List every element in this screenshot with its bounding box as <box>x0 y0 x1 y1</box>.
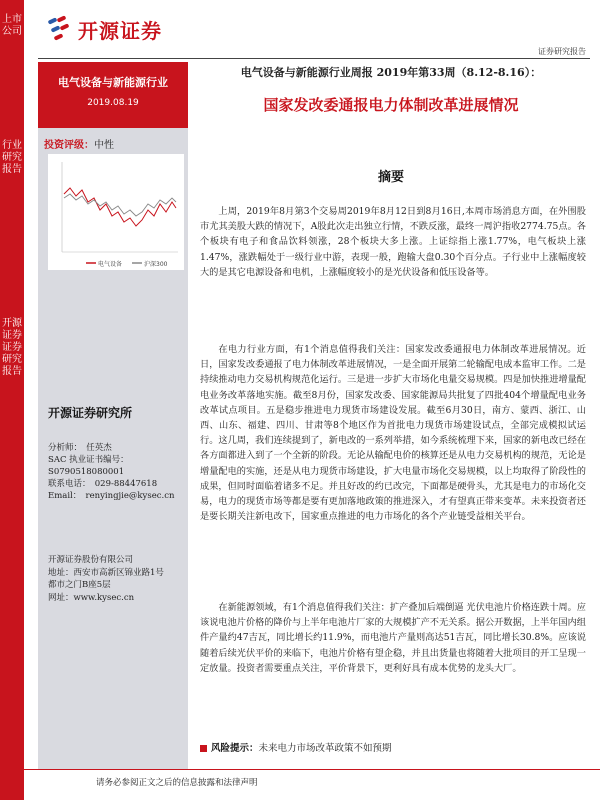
side-label-middle: 行业研究报告 <box>2 140 22 175</box>
report-type: 证券研究报告 <box>538 47 586 56</box>
abstract-paragraph-1 <box>200 204 586 280</box>
analyst-line: S0790518080001 <box>48 467 125 477</box>
side-strip <box>0 0 24 800</box>
company-line: 开源证券股份有限公司 <box>48 555 134 565</box>
sector-name: 电气设备与新能源行业 <box>58 76 168 89</box>
company-line: 地址：西安市高新区锦业路1号 <box>48 567 164 578</box>
abstract-paragraph-2 <box>200 342 586 524</box>
analyst-info <box>48 442 188 502</box>
analyst-line: 分析师： 任英杰 <box>48 443 112 453</box>
paragraph-text: 在新能源领域，有1个消息值得我们关注：扩产叠加后端倒逼 光伏电池片价格连跌十周。应该说电池片价格的降价与上半年电池片厂家的大规模扩产不无关系。据公开数据，上半年国内组件产量约47吉瓦，同比增长约11.9%，而电池片产量则高达51吉瓦，同比增长30.8%。应该说随着后续光伏平价的来临下，电池片价格有望企稳，并且出货量也将随着大批项目的开工呈现一定放量。投资者需要重点关注，平价背景下，更利好具有成本优势的龙头大厂。 <box>200 602 586 674</box>
legend-label-electrical: 电气设备 <box>98 261 123 268</box>
paragraph-text: 在电力行业方面，有1个消息值得我们关注：国家发改委通报电力体制改革进展情况。近日，国家发改委通报了电力体制改革进展情况，一是全面开展第二轮输配电成本监审工作。二是持续推动电力交易机构规范化运行。三是进一步扩大市场化电量交易规模。四是加快推进增量配电业务改革落地实施。截至8月份，国家发改委、国家能源局共批复了四批404个增量配电业务改革试点项目。五是稳步推进电力现货市场建设发展。截至6月30日，南方、蒙西、浙江、山西、山东、福建、四川、甘肃等8个地区作为首批电力现货市场建设试点，全部完成模拟试运行。这几周，我们连续提到了，新电改的一系列举措，如今系统梳理下来，国家的新电改已经在各方面都进入到了一个全新的阶段。无论从输配电价的核算还是从电力交易机构的规范，无论是增量配电的实施，还是从电力现货市场建设，扩大电量市场化交易规模，以上均取得了阶段性的成果，但同时面临着诸多不足。并且好改的约已改完，下面都是硬骨头，尤其是电力的市场化交易，电力的现货市场等都是要有更加落地政策的推进深入，才有望真正带来变革。未来投资者还是要长期关注新电改下，国家重点推进的电力市场化的各个产业链受益相关平台。 <box>200 344 586 523</box>
rating-label: 投资评级： <box>44 140 94 151</box>
paragraph-text: 上周，2019年8月第3个交易周2019年8月12日到8月16日,本周市场消息方面，在外围股市尤其美股大跌的情况下，A股此次走出独立行情，不跌反涨，最终一周沪指收2774.75点。各个板块有电子和食品饮料领涨，28个板块大多上涨。上证综指上涨1.77%，电气板块上涨1.47%，涨跌幅处于一级行业中游，表现一般，跑输大盘0.30个百分点。子行业中上涨幅度较大的是其它电源设备和电机，上涨幅度较小的是光伏设备和低压设备等。 <box>200 206 586 278</box>
bullet-square-icon <box>200 745 207 752</box>
report-date: 2019.08.19 <box>87 98 139 108</box>
performance-chart <box>48 154 184 270</box>
analyst-line: Email： renyingjie@kysec.cn <box>48 491 175 501</box>
institute-name: 开源证券研究所 <box>48 406 133 420</box>
company-line: 都市之门B座5层 <box>48 580 111 590</box>
analyst-line: SAC 执业证书编号： <box>48 455 129 465</box>
weekly-title: 电气设备与新能源行业周报 2019年第33周（8.12-8.16）： <box>240 66 542 79</box>
main-title: 国家发改委通报电力体制改革进展情况 <box>263 96 519 114</box>
side-label-bottom: 开源证券 证券研究报告 <box>2 318 22 377</box>
company-logo <box>48 16 162 42</box>
logo-text: 开源证券 <box>78 18 162 43</box>
header-divider <box>38 58 590 59</box>
chart-svg <box>48 154 184 270</box>
kysec-logo-icon <box>48 17 72 41</box>
footer-divider <box>0 769 600 770</box>
risk-text: 未来电力市场改革政策不如预期 <box>258 743 392 754</box>
risk-label: 风险提示： <box>211 743 259 754</box>
sector-box <box>38 62 188 128</box>
rating-value: 中性 <box>94 140 114 151</box>
abstract-paragraph-3 <box>200 600 586 676</box>
legend-label-csi300: 沪深300 <box>144 261 168 268</box>
side-label-top: 上市公司 <box>2 14 22 37</box>
investment-rating <box>44 136 114 151</box>
company-line: 网址：www.kysec.cn <box>48 592 135 603</box>
series-line-electrical <box>64 188 176 226</box>
footer-disclaimer: 请务必参阅正文之后的信息披露和法律声明 <box>96 778 258 788</box>
risk-warning <box>200 740 392 754</box>
abstract-title: 摘要 <box>377 170 404 185</box>
company-info <box>48 554 188 604</box>
analyst-line: 联系电话： 029-88447618 <box>48 479 158 489</box>
